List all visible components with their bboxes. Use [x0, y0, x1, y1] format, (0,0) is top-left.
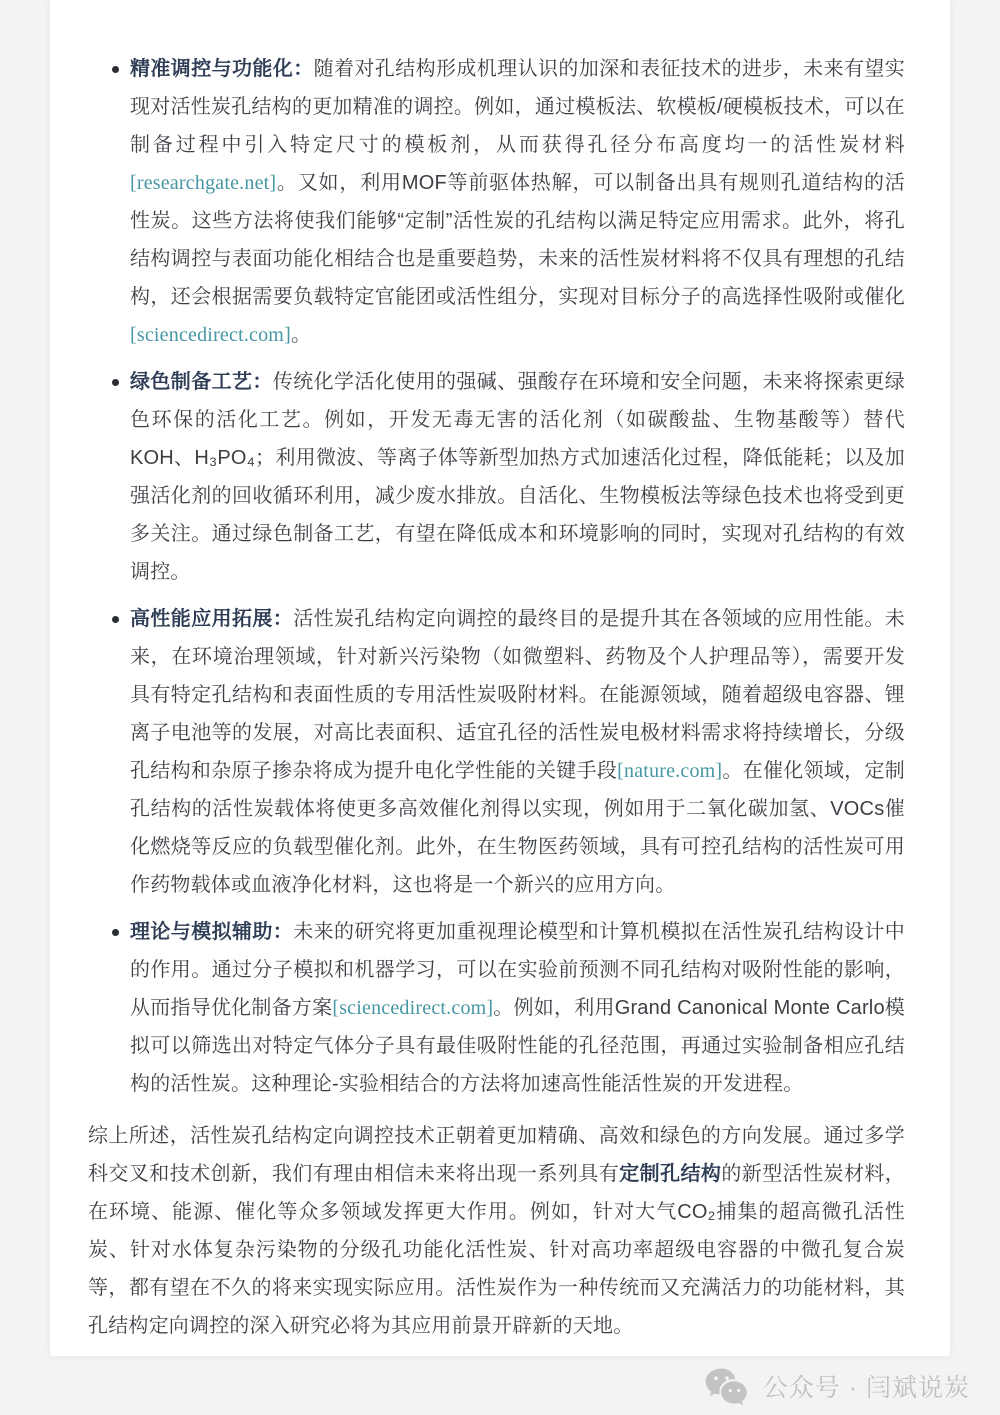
bullet-text: 。 [290, 324, 312, 346]
closing-bold-phrase: 定制孔结构 [619, 1163, 722, 1185]
list-item [88, 363, 905, 591]
footer-watermark [704, 1356, 970, 1415]
list-item [88, 913, 905, 1103]
citation-link-sciencedirect[interactable]: [sciencedirect.com] [130, 324, 291, 346]
citation-link-sciencedirect[interactable]: [sciencedirect.com] [332, 997, 494, 1019]
bullet-text: 传统化学活化使用的强碱、强酸存在环境和安全问题，未来将探索更绿色环保的活化工艺。例如，开发无毒无害的活化剂（如碳酸盐、生物基酸等）替代KOH、H₃PO₄；利用微波、等离子体等新型加热方式加速活化过程，降低能耗；以及加强活化剂的回收循环利用，减少废水排放。自活化、生物模板法等绿色技术也将受到更多关注。通过绿色制备工艺，有望在降低成本和环境影响的同时，实现对孔结构的有效调控。 [130, 371, 906, 583]
list-item [88, 600, 905, 904]
closing-text: 综上所述，活性炭孔结构定向调控技术正朝着更加精确、高效和绿色的方向发展。通过多学科交叉和技术创新，我们有理由相信未来将出现一系列具有 [88, 1125, 905, 1185]
watermark-text: 公众号 · 闫斌说炭 [762, 1373, 970, 1402]
bullet-paragraph [130, 913, 905, 1103]
wechat-icon [704, 1366, 752, 1406]
citation-link-researchgate[interactable]: [researchgate.net] [130, 172, 277, 194]
citation-link-nature[interactable]: [nature.com] [617, 760, 723, 782]
bullet-paragraph [130, 600, 905, 904]
bullet-title: 高性能应用拓展： [130, 608, 294, 630]
article-card [50, 0, 950, 1356]
bullet-text: 。例如，利用Grand Canonical Monte Carlo模拟可以筛选出对特定气体分子具有最佳吸附性能的孔径范围，再通过实验制备相应孔结构的活性炭。这种理论-实验相结合的方法将加速高性能活性炭的开发进程。 [130, 997, 905, 1095]
list-item [88, 50, 905, 354]
bullet-text: 。又如，利用MOF等前驱体热解，可以制备出具有规则孔道结构的活性炭。这些方法将使我们能够“定制”活性炭的孔结构以满足特定应用需求。此外，将孔结构调控与表面功能化相结合也是重要趋势，未来的活性炭材料将不仅具有理想的孔结构，还会根据需要负载特定官能团或活性组分，实现对目标分子的高选择性吸附或催化 [130, 172, 905, 308]
bullet-dot-icon [112, 929, 119, 936]
bullet-title: 绿色制备工艺： [130, 371, 273, 393]
bullet-dot-icon [112, 66, 119, 73]
bullet-text: 随着对孔结构形成机理认识的加深和表征技术的进步，未来有望实现对活性炭孔结构的更加精准的调控。例如，通过模板法、软模板/硬模板技术，可以在制备过程中引入特定尺寸的模板剂，从而获得孔径分布高度均一的活性炭材料 [130, 58, 905, 156]
bullet-paragraph [130, 363, 905, 591]
bullet-paragraph [130, 50, 905, 354]
bullet-text: 活性炭孔结构定向调控的最终目的是提升其在各领域的应用性能。未来，在环境治理领域，针对新兴污染物（如微塑料、药物及个人护理品等），需要开发具有特定孔结构和表面性质的专用活性炭吸附材料。在能源领域，随着超级电容器、锂离子电池等的发展，对高比表面积、适宜孔径的活性炭电极材料需求将持续增长，分级孔结构和杂原子掺杂将成为提升电化学性能的关键手段 [130, 608, 905, 782]
bullet-title: 理论与模拟辅助： [130, 921, 294, 943]
bullet-list [88, 50, 905, 1103]
bullet-dot-icon [112, 616, 119, 623]
bullet-dot-icon [112, 379, 119, 386]
bullet-text: 。在催化领域，定制孔结构的活性炭载体将使更多高效催化剂得以实现，例如用于二氧化碳加氢、VOCs催化燃烧等反应的负载型催化剂。此外，在生物医药领域，具有可控孔结构的活性炭可用作药物载体或血液净化材料，这也将是一个新兴的应用方向。 [130, 760, 905, 896]
closing-paragraph [88, 1117, 905, 1345]
closing-text: 的新型活性炭材料，在环境、能源、催化等众多领域发挥更大作用。例如，针对大气CO₂捕集的超高微孔活性炭、针对水体复杂污染物的分级孔功能化活性炭、针对高功率超级电容器的中微孔复合炭等，都有望在不久的将来实现实际应用。活性炭作为一种传统而又充满活力的功能材料，其孔结构定向调控的深入研究必将为其应用前景开辟新的天地。 [88, 1163, 906, 1337]
bullet-text: 未来的研究将更加重视理论模型和计算机模拟在活性炭孔结构设计中的作用。通过分子模拟和机器学习，可以在实验前预测不同孔结构对吸附性能的影响，从而指导优化制备方案 [130, 921, 905, 1019]
bullet-title: 精准调控与功能化： [130, 58, 314, 80]
